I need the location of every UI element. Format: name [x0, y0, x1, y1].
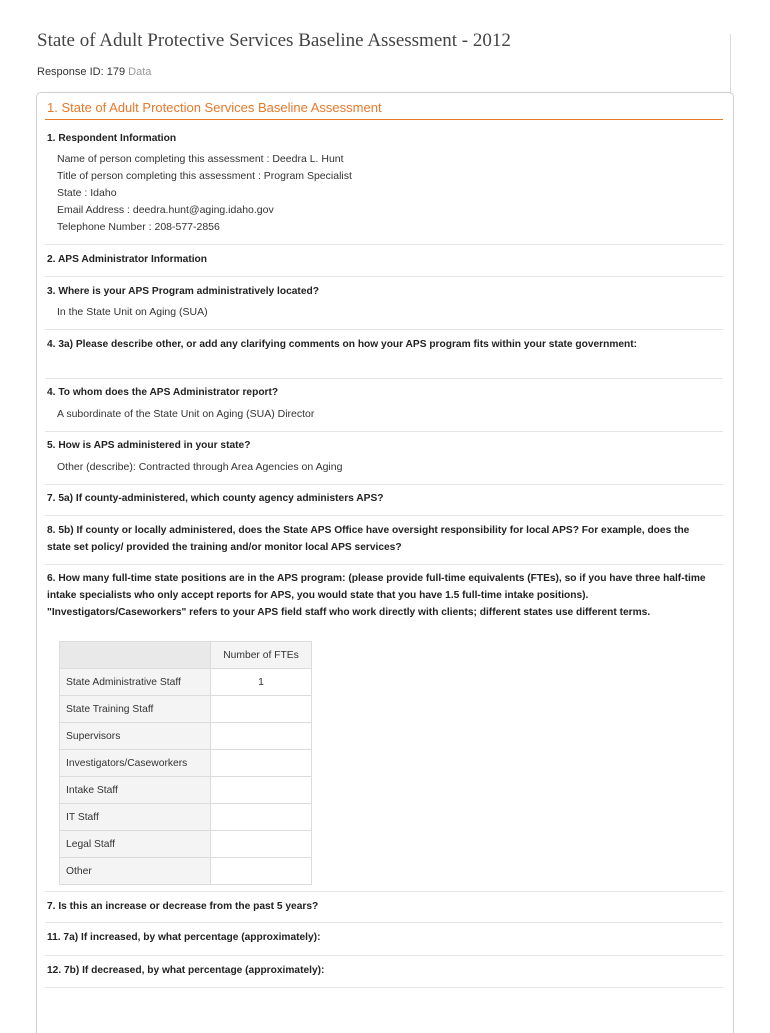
fte-row-label: State Training Staff — [60, 696, 211, 723]
divider — [45, 564, 723, 565]
fte-row-value — [211, 723, 312, 750]
response-id-value: 179 — [106, 66, 126, 78]
fte-table-header-row — [60, 642, 312, 669]
fte-row-value — [211, 831, 312, 858]
answer-aps-location: In the State Unit on Aging (SUA) — [57, 306, 208, 318]
fte-row-label: Intake Staff — [60, 777, 211, 804]
divider — [45, 955, 723, 956]
data-link[interactable]: Data — [128, 66, 152, 78]
answer-line-email: Email Address : deedra.hunt@aging.idaho.gov — [57, 204, 274, 216]
question-state-oversight: 8. 5b) If county or locally administered, does the State APS Office have oversight responsibility for local APS? For example, does the state set policy/ provided the training and/or monitor local APS services? — [47, 525, 690, 553]
response-id-line — [37, 66, 151, 78]
question-how-administered: 5. How is APS administered in your state? — [47, 440, 251, 451]
fte-row-value — [211, 804, 312, 831]
question-fte-positions: 6. How many full-time state positions are in the APS program: (please provide full-time equivalents (FTEs), so if you have three half-time intake specialists who only accept reports for APS, you would state that you have 1.5 full-time intake positions). "Investigators/Caseworkers" refers to your APS field staff who work directly with clients; different states use different terms. — [47, 573, 706, 618]
answer-line-name: Name of person completing this assessment : Deedra L. Hunt — [57, 153, 344, 165]
table-row — [60, 777, 312, 804]
divider — [45, 515, 723, 516]
fte-row-label: Other — [60, 858, 211, 885]
divider — [45, 276, 723, 277]
fte-table-corner-cell — [60, 642, 211, 669]
table-row — [60, 831, 312, 858]
fte-row-label: IT Staff — [60, 804, 211, 831]
table-row — [60, 696, 312, 723]
answer-line-phone: Telephone Number : 208-577-2856 — [57, 221, 220, 233]
fte-row-value — [211, 696, 312, 723]
page-title: State of Adult Protective Services Baseline Assessment - 2012 — [37, 30, 511, 51]
fte-row-label: Supervisors — [60, 723, 211, 750]
fte-table — [59, 641, 312, 885]
divider — [45, 922, 723, 923]
question-increase-decrease: 7. Is this an increase or decrease from the past 5 years? — [47, 901, 319, 912]
answer-line-title: Title of person completing this assessment : Program Specialist — [57, 170, 352, 182]
question-clarifying-comments: 4. 3a) Please describe other, or add any clarifying comments on how your APS program fits within your state government: — [47, 339, 638, 350]
table-row — [60, 723, 312, 750]
table-row — [60, 750, 312, 777]
fte-row-label: Investigators/Caseworkers — [60, 750, 211, 777]
fte-table-header: Number of FTEs — [211, 642, 312, 669]
question-aps-admin-info: 2. APS Administrator Information — [47, 254, 207, 265]
answer-line-state: State : Idaho — [57, 187, 117, 199]
section-divider — [45, 119, 723, 120]
question-county-agency: 7. 5a) If county-administered, which county agency administers APS? — [47, 493, 384, 504]
section-title: 1. State of Adult Protection Services Baseline Assessment — [47, 100, 382, 115]
table-row — [60, 669, 312, 696]
question-decrease-percentage: 12. 7b) If decreased, by what percentage (approximately): — [47, 965, 325, 976]
table-row — [60, 804, 312, 831]
divider — [45, 244, 723, 245]
answer-how-administered: Other (describe): Contracted through Area Agencies on Aging — [57, 461, 343, 473]
question-increase-percentage: 11. 7a) If increased, by what percentage (approximately): — [47, 932, 321, 943]
answer-administrator-reports-to: A subordinate of the State Unit on Aging (SUA) Director — [57, 408, 315, 420]
fte-row-value — [211, 777, 312, 804]
question-administrator-reports-to: 4. To whom does the APS Administrator report? — [47, 387, 279, 398]
table-row — [60, 858, 312, 885]
divider — [45, 431, 723, 432]
fte-row-value — [211, 858, 312, 885]
fte-row-value: 1 — [211, 669, 312, 696]
question-aps-location: 3. Where is your APS Program administratively located? — [47, 286, 319, 297]
divider — [45, 987, 723, 988]
page-edge-rule — [730, 34, 731, 94]
divider — [45, 484, 723, 485]
fte-row-label: State Administrative Staff — [60, 669, 211, 696]
fte-row-label: Legal Staff — [60, 831, 211, 858]
divider — [45, 378, 723, 379]
divider — [45, 329, 723, 330]
assessment-panel — [36, 92, 734, 1033]
divider — [45, 891, 723, 892]
question-respondent-info: 1. Respondent Information — [47, 133, 177, 144]
fte-row-value — [211, 750, 312, 777]
response-id-label: Response ID: — [37, 66, 104, 78]
